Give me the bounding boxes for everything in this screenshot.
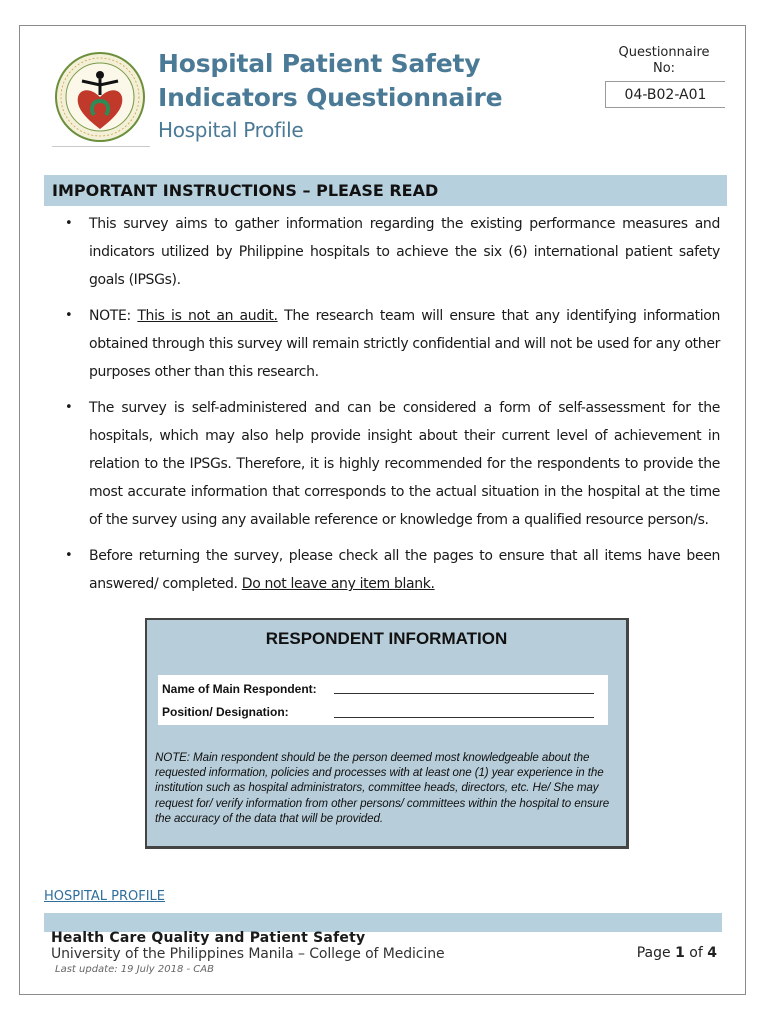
organization-logo	[54, 51, 146, 143]
respondent-position-field[interactable]	[334, 703, 594, 718]
respondent-note: NOTE: Main respondent should be the person deemed most knowledgeable about the requested information, policies and processes with at least one (1) year experience in the institution such as hospital administrators, committee heads, directors, etc. He/ She may request for/ verify information from other persons/ committees within the hospital to ensure the accuracy of the data that will be provided.	[155, 751, 610, 825]
instructions-heading: IMPORTANT INSTRUCTIONS – PLEASE READ	[44, 175, 727, 206]
title-line-1: Hospital Patient Safety	[158, 49, 481, 78]
page-of: of	[689, 945, 703, 961]
page-subtitle: Hospital Profile	[158, 118, 304, 142]
instruction-item	[62, 542, 720, 598]
instruction-note-prefix: NOTE:	[89, 308, 138, 324]
respondent-fields	[158, 675, 608, 725]
instruction-item	[62, 210, 720, 294]
respondent-name-label: Name of Main Respondent:	[162, 682, 317, 696]
instruction-text: The survey is self-administered and can be considered a form of self-assessment for the hospitals, which may also help provide insight about their current level of achievement in relation to the IPSGs. Therefore, it is highly recommended for the respondents to provide the most accurate information that corresponds to the actual situation in the hospital at the time of the survey using any available reference or knowledge from a qualified resource person/s.	[89, 400, 720, 528]
hospital-profile-link[interactable]: HOSPITAL PROFILE	[44, 889, 166, 904]
respondent-name-row	[162, 682, 332, 702]
instruction-text: The research team will ensure that any identifying information obtained through this survey will remain strictly confidential and will not be used for any other purposes other than this research.	[89, 308, 720, 380]
footer-last-update: Last update: 19 July 2018 - CAB	[55, 964, 214, 975]
page-current: 1	[675, 945, 685, 961]
instruction-item	[62, 302, 720, 386]
respondent-name-field[interactable]	[334, 679, 594, 694]
footer-university: University of the Philippines Manila – College of Medicine	[51, 946, 445, 962]
respondent-info-box	[145, 618, 629, 849]
instruction-text: This survey aims to gather information regarding the existing performance measures and indicators utilized by Philippine hospitals to achieve the six (6) international patient safety goals (IPSGs).	[89, 216, 720, 288]
questionnaire-no-label: Questionnaire No:	[618, 45, 710, 76]
page-number	[610, 945, 717, 961]
respondent-info-title: RESPONDENT INFORMATION	[265, 629, 508, 648]
instructions-list	[62, 210, 720, 606]
page-title	[158, 47, 502, 115]
page-word: Page	[636, 945, 671, 961]
page-total: 4	[707, 945, 717, 961]
not-audit-emphasis: This is not an audit.	[137, 308, 278, 324]
respondent-position-label: Position/ Designation:	[162, 705, 289, 719]
questionnaire-no-value: 04-B02-A01	[605, 81, 725, 108]
footer-org: Health Care Quality and Patient Safety	[51, 930, 366, 946]
respondent-position-row	[162, 705, 332, 725]
no-blank-emphasis: Do not leave any item blank.	[241, 576, 435, 592]
logo-rule	[52, 146, 150, 147]
title-line-2: Indicators Questionnaire	[158, 83, 503, 112]
instruction-text: Before returning the survey, please check all the pages to ensure that all items have been answered/ completed.	[89, 548, 720, 592]
instruction-item	[62, 394, 720, 534]
